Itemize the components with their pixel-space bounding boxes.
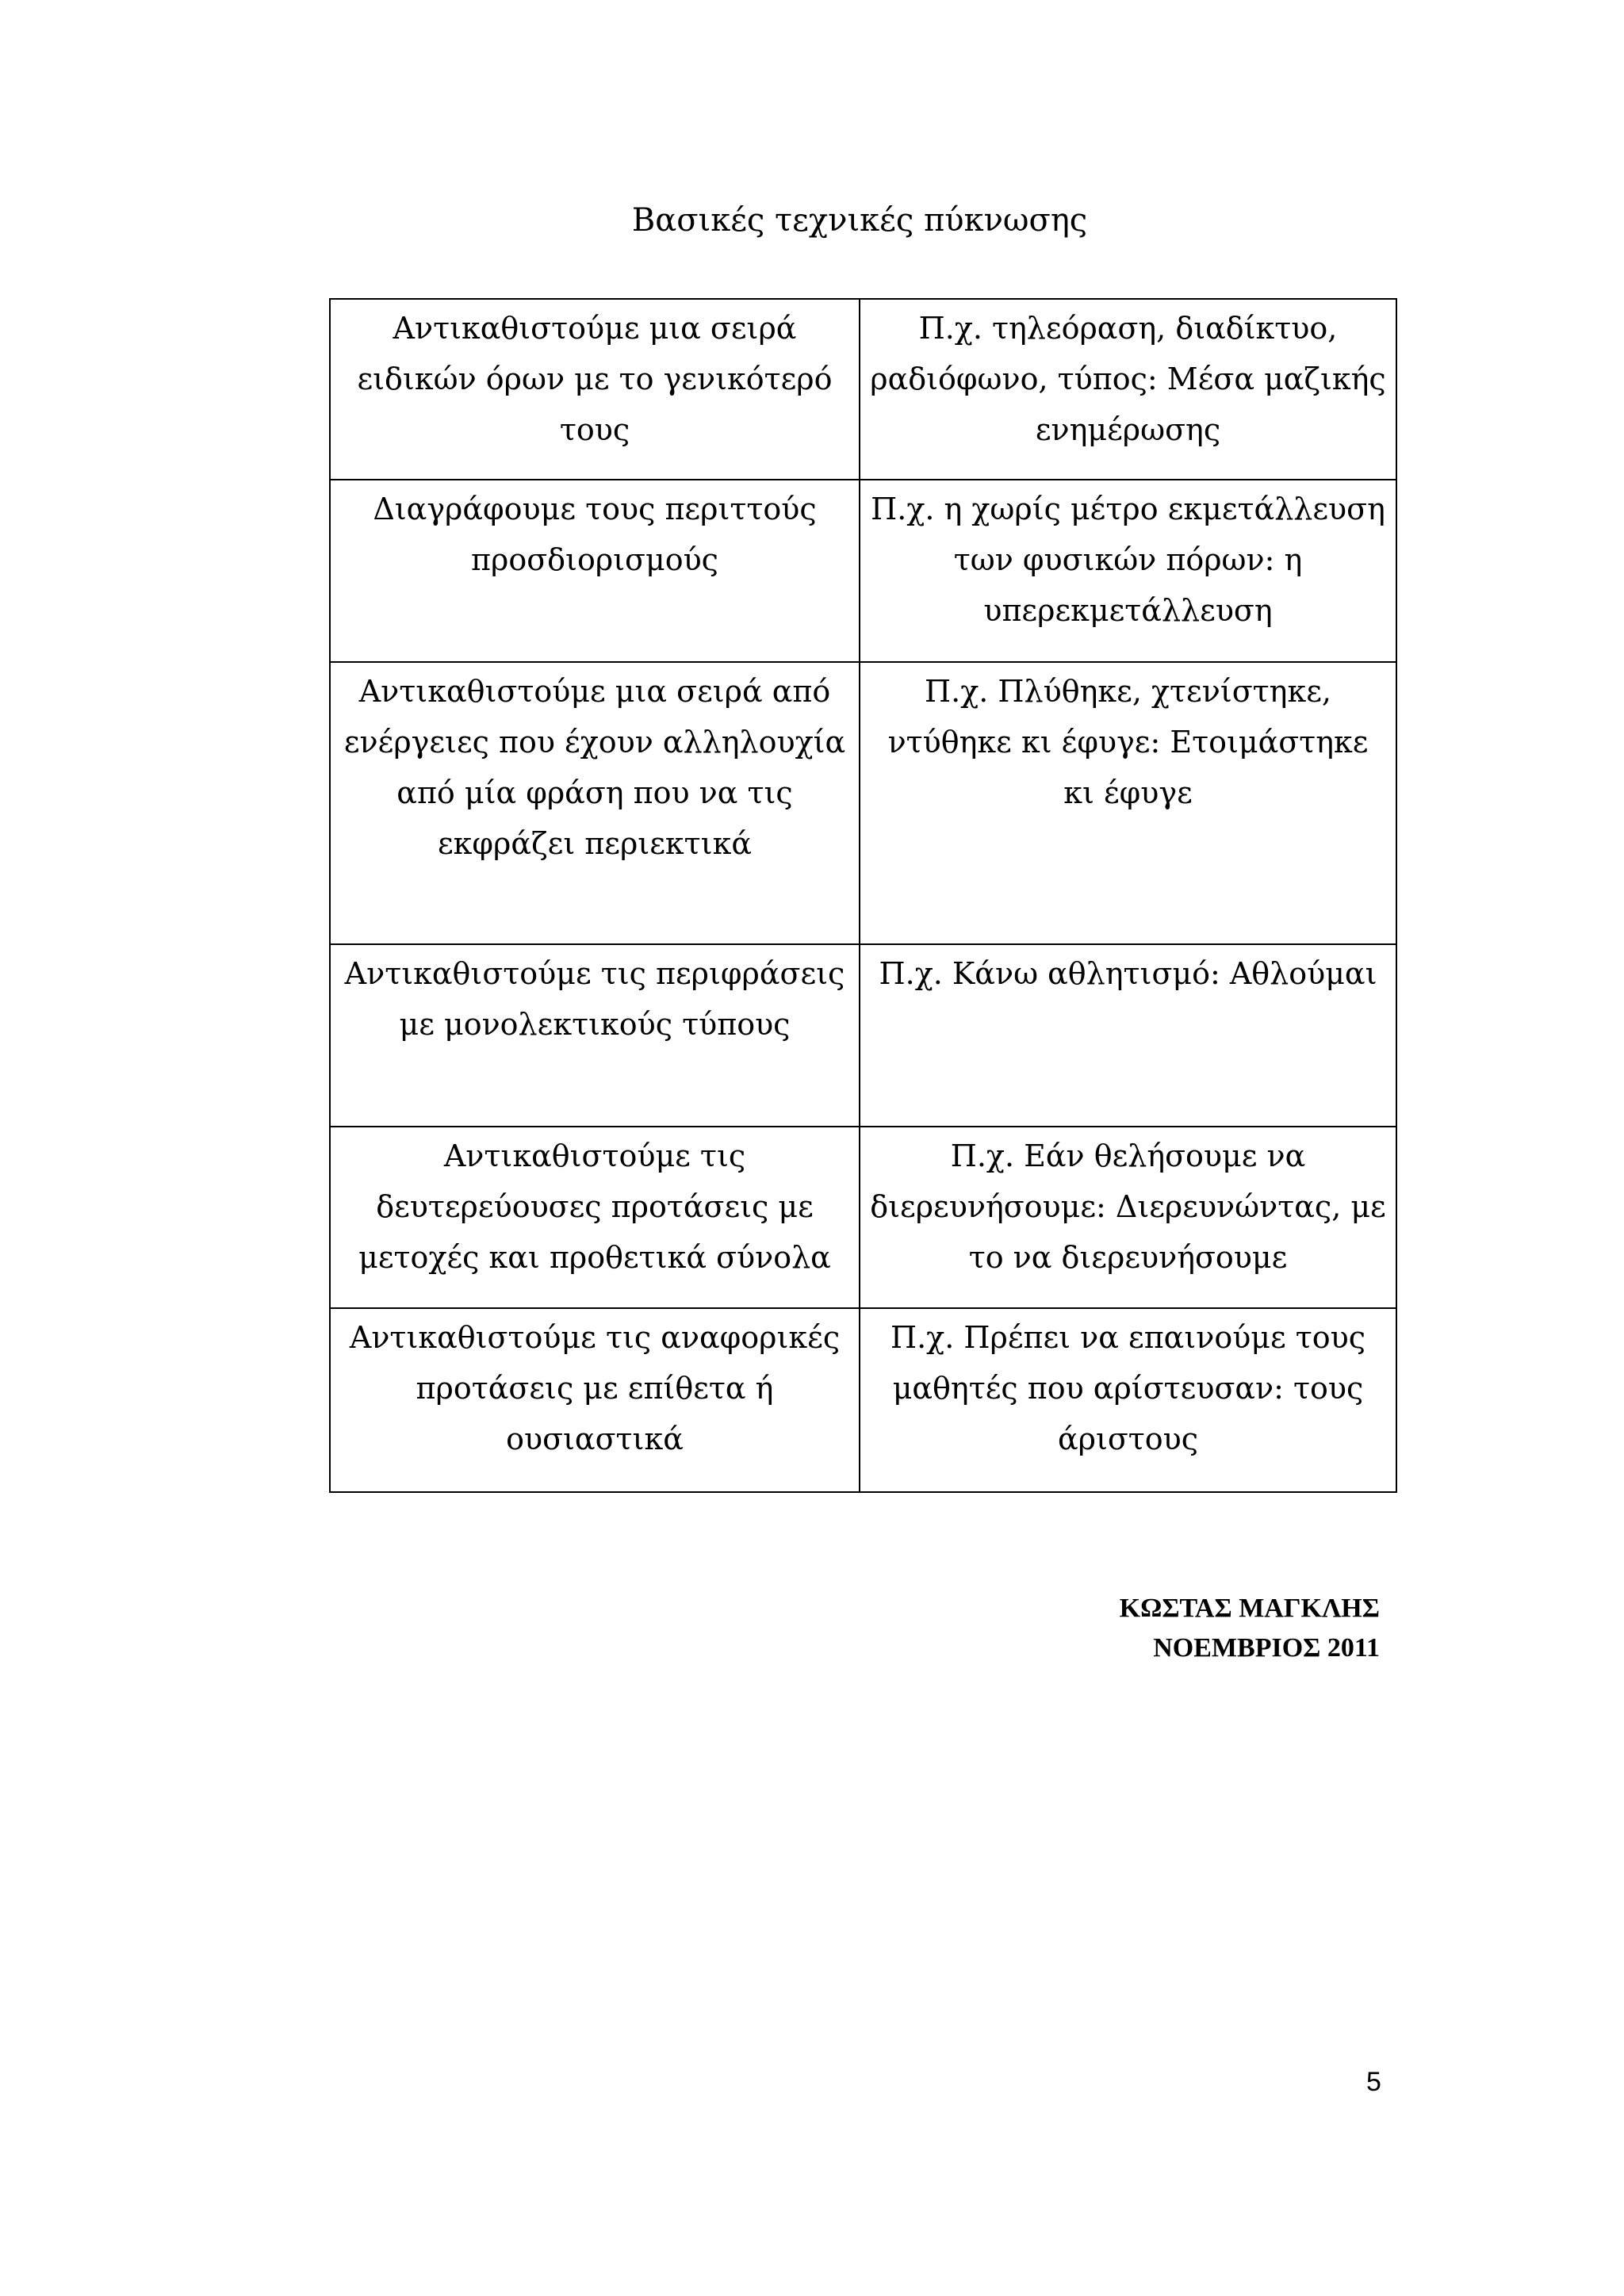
table-row xyxy=(330,1308,1396,1492)
example-text: Π.χ. Κάνω αθλητισμό: Αθλούμαι xyxy=(879,956,1377,991)
example-text: Π.χ. τηλεόραση, διαδίκτυο, ραδιόφωνο, τύπος: Μέσα μαζικής ενημέρωσης xyxy=(870,311,1386,447)
technique-text: Διαγράφουμε τους περιττούς προσδιορισμούς xyxy=(373,492,817,577)
technique-text: Αντικαθιστούμε μια σειρά από ενέργειες που έχουν αλληλουχία από μία φράση που να τις εκφράζει περιεκτικά xyxy=(343,674,846,861)
table-row xyxy=(330,480,1396,662)
example-cell xyxy=(860,1127,1396,1308)
technique-text: Αντικαθιστούμε τις αναφορικές προτάσεις με επίθετα ή ουσιαστικά xyxy=(349,1320,841,1456)
techniques-table xyxy=(329,298,1397,1493)
author-name: ΚΩΣΤΑΣ ΜΑΓΚΛΗΣ xyxy=(1119,1594,1380,1623)
example-text: Π.χ. η χωρίς μέτρο εκμετάλλευση των φυσικών πόρων: η υπερεκμετάλλευση xyxy=(871,492,1385,628)
signature-date: ΝΟΕΜΒΡΙΟΣ 2011 xyxy=(1153,1633,1380,1663)
table-row xyxy=(330,662,1396,944)
example-cell xyxy=(860,944,1396,1127)
signature-block xyxy=(1120,1589,1380,1668)
technique-cell xyxy=(330,1127,860,1308)
table-row xyxy=(330,1127,1396,1308)
technique-cell xyxy=(330,662,860,944)
example-cell xyxy=(860,299,1396,480)
technique-text: Αντικαθιστούμε τις δευτερεύουσες προτάσεις με μετοχές και προθετικά σύνολα xyxy=(358,1138,831,1275)
example-text: Π.χ. Εάν θελήσουμε να διερευνήσουμε: Διερευνώντας, με το να διερευνήσουμε xyxy=(870,1138,1386,1275)
example-cell xyxy=(860,1308,1396,1492)
technique-text: Αντικαθιστούμε τις περιφράσεις με μονολεκτικούς τύπους xyxy=(344,956,845,1042)
example-cell xyxy=(860,662,1396,944)
table-row xyxy=(330,299,1396,480)
technique-cell xyxy=(330,480,860,662)
example-cell xyxy=(860,480,1396,662)
page-number: 5 xyxy=(1366,2067,1381,2097)
page-title: Βασικές τεχνικές πύκνωσης xyxy=(631,202,1088,239)
technique-cell xyxy=(330,944,860,1127)
technique-cell xyxy=(330,1308,860,1492)
table-row xyxy=(330,944,1396,1127)
technique-text: Αντικαθιστούμε μια σειρά ειδικών όρων με το γενικότερό τους xyxy=(357,311,833,447)
example-text: Π.χ. Πρέπει να επαινούμε τους μαθητές που αρίστευσαν: τους άριστους xyxy=(890,1320,1366,1456)
example-text: Π.χ. Πλύθηκε, χτενίστηκε, ντύθηκε κι έφυγε: Ετοιμάστηκε κι έφυγε xyxy=(887,674,1369,810)
technique-cell xyxy=(330,299,860,480)
